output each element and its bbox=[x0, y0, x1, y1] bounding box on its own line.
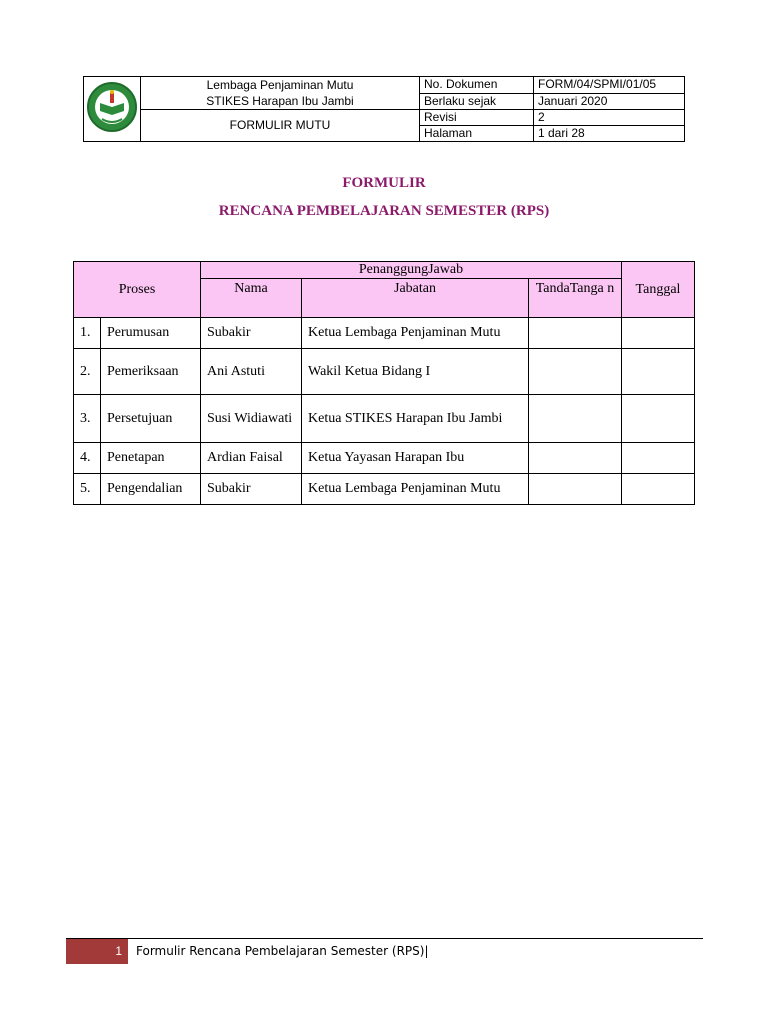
table-row bbox=[74, 474, 695, 505]
row-jabatan: Ketua STIKES Harapan Ibu Jambi bbox=[302, 395, 529, 443]
logo-cell bbox=[84, 77, 141, 142]
document-title: FORMULIR bbox=[342, 175, 426, 191]
row-number: 2. bbox=[74, 349, 101, 395]
form-label: FORMULIR MUTU bbox=[141, 110, 420, 142]
row-tanggal[interactable] bbox=[622, 443, 695, 474]
meta-value: FORM/04/SPMI/01/05 bbox=[534, 77, 685, 94]
column-header-tanda-tangan: TandaTanga n bbox=[529, 279, 622, 318]
responsibility-table bbox=[73, 261, 695, 505]
institution-seal-logo-icon bbox=[86, 81, 138, 133]
row-tanda-tangan[interactable] bbox=[529, 443, 622, 474]
row-nama: Susi Widiawati bbox=[201, 395, 302, 443]
table-row bbox=[74, 349, 695, 395]
row-number: 4. bbox=[74, 443, 101, 474]
table-row bbox=[74, 395, 695, 443]
row-tanda-tangan[interactable] bbox=[529, 349, 622, 395]
row-number: 1. bbox=[74, 318, 101, 349]
row-tanda-tangan[interactable] bbox=[529, 474, 622, 505]
document-header-table bbox=[83, 76, 685, 142]
footer-page-number: 1 bbox=[66, 939, 128, 964]
meta-value: Januari 2020 bbox=[534, 93, 685, 110]
column-header-jabatan: Jabatan bbox=[302, 279, 529, 318]
meta-key: Halaman bbox=[420, 126, 534, 142]
table-row bbox=[74, 318, 695, 349]
row-jabatan: Wakil Ketua Bidang I bbox=[302, 349, 529, 395]
meta-key: Revisi bbox=[420, 110, 534, 126]
column-header-proses: Proses bbox=[74, 262, 201, 318]
row-jabatan: Ketua Yayasan Harapan Ibu bbox=[302, 443, 529, 474]
row-proses: Penetapan bbox=[101, 443, 201, 474]
organization-name-cell bbox=[141, 77, 420, 110]
column-header-nama: Nama bbox=[201, 279, 302, 318]
row-jabatan: Ketua Lembaga Penjaminan Mutu bbox=[302, 318, 529, 349]
footer-document-title: Formulir Rencana Pembelajaran Semester (RPS)| bbox=[136, 944, 429, 958]
row-nama: Subakir bbox=[201, 318, 302, 349]
row-tanggal[interactable] bbox=[622, 395, 695, 443]
row-tanggal[interactable] bbox=[622, 474, 695, 505]
column-group-penanggung-jawab: PenanggungJawab bbox=[201, 262, 622, 279]
row-tanda-tangan[interactable] bbox=[529, 318, 622, 349]
row-nama: Ardian Faisal bbox=[201, 443, 302, 474]
row-tanggal[interactable] bbox=[622, 318, 695, 349]
row-tanggal[interactable] bbox=[622, 349, 695, 395]
row-proses: Pengendalian bbox=[101, 474, 201, 505]
meta-key: Berlaku sejak bbox=[420, 93, 534, 110]
document-subtitle: RENCANA PEMBELAJARAN SEMESTER (RPS) bbox=[218, 203, 550, 219]
column-header-tanggal: Tanggal bbox=[622, 262, 695, 318]
row-proses: Pemeriksaan bbox=[101, 349, 201, 395]
meta-value: 2 bbox=[534, 110, 685, 126]
row-jabatan: Ketua Lembaga Penjaminan Mutu bbox=[302, 474, 529, 505]
row-number: 3. bbox=[74, 395, 101, 443]
table-row bbox=[74, 443, 695, 474]
row-nama: Subakir bbox=[201, 474, 302, 505]
row-tanda-tangan[interactable] bbox=[529, 395, 622, 443]
row-number: 5. bbox=[74, 474, 101, 505]
organization-line-1: Lembaga Penjaminan Mutu bbox=[206, 78, 354, 92]
row-proses: Perumusan bbox=[101, 318, 201, 349]
row-nama: Ani Astuti bbox=[201, 349, 302, 395]
organization-line-2: STIKES Harapan Ibu Jambi bbox=[206, 94, 354, 108]
row-proses: Persetujuan bbox=[101, 395, 201, 443]
meta-value: 1 dari 28 bbox=[534, 126, 685, 142]
meta-key: No. Dokumen bbox=[420, 77, 534, 94]
